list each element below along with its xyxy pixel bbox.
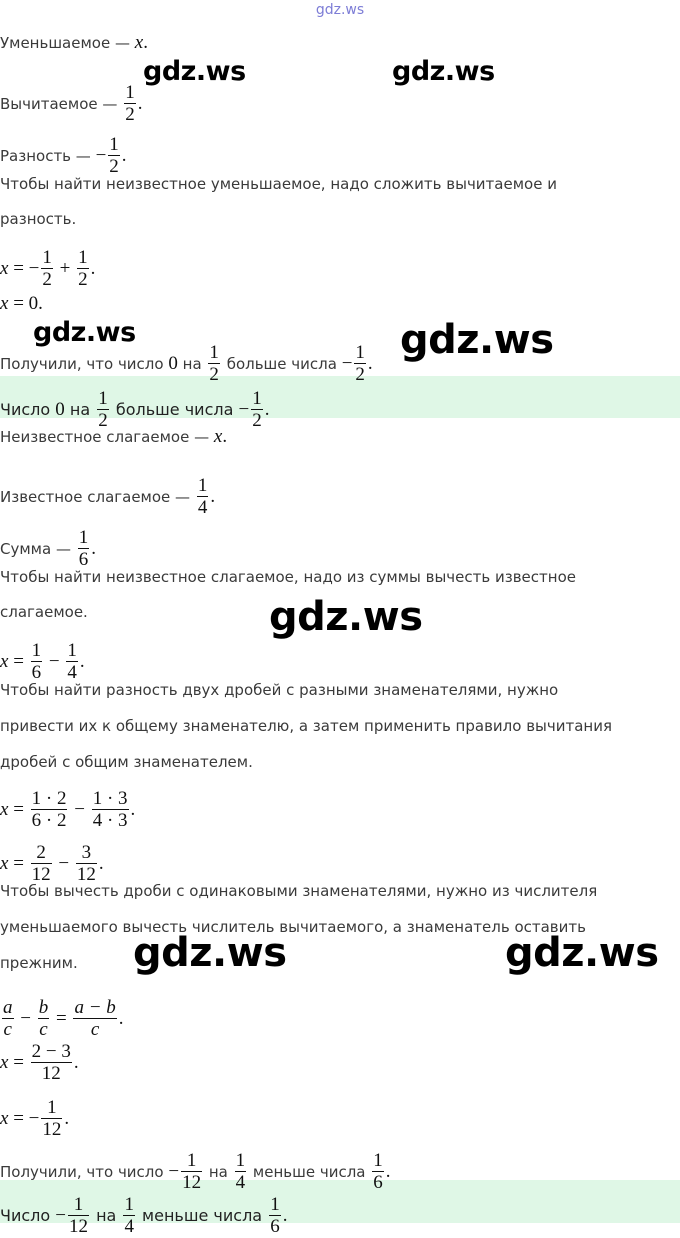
fraction: $\frac{b}{c}$ <box>38 997 49 1040</box>
fraction: $\frac{1}{12}$ <box>69 1194 88 1237</box>
fraction: $\frac{1}{4}$ <box>235 1150 246 1193</box>
sum-line: Сумма — $\frac{1}{6}$ . <box>0 527 96 570</box>
watermark: gdz.ws <box>133 930 287 976</box>
fraction: $\frac{1 \cdot 2}{6 \cdot 2}$ <box>31 788 67 831</box>
fraction: $\frac{2 - 3}{12}$ <box>31 1041 71 1084</box>
rule-text: слагаемое. <box>0 603 88 621</box>
fraction: $\frac{1}{2}$ <box>209 342 219 385</box>
fraction: $\frac{1}{12}$ <box>182 1150 202 1193</box>
watermark: gdz.ws <box>143 56 246 87</box>
known-addend-line: Известное слагаемое — $\frac{1}{4}$ . <box>0 475 216 518</box>
watermark: gdz.ws <box>269 594 423 640</box>
fraction: $\frac{1}{6}$ <box>373 1150 383 1193</box>
fraction: $\frac{1}{4}$ <box>124 1194 134 1237</box>
subtrahend-label: Вычитаемое — <box>0 95 118 113</box>
fraction: $\frac{1}{4}$ <box>197 475 208 518</box>
equation: x = $\frac{2 - 3}{12}$ . <box>0 1041 79 1084</box>
rule-text: дробей с общим знаменателем. <box>0 753 253 771</box>
rule-text: прежним. <box>0 954 78 972</box>
watermark: gdz.ws <box>33 317 136 348</box>
fraction: $\frac{1}{2}$ <box>355 342 365 385</box>
difference-label: Разность — <box>0 147 91 165</box>
minuend-label: Уменьшаемое — <box>0 34 130 52</box>
fraction: $\frac{1}{2}$ <box>252 388 262 431</box>
answer-line: Число 0 на $\frac{1}{2}$ больше числа − $\frac{1}{2}$ . <box>0 388 270 431</box>
fraction: $\frac{1}{2}$ <box>42 247 52 290</box>
equation: x = − $\frac{1}{12}$ . <box>0 1097 70 1140</box>
rule-text: Чтобы найти разность двух дробей с разными знаменателями, нужно <box>0 681 559 699</box>
fraction: $\frac{1 \cdot 3}{4 \cdot 3}$ <box>92 788 128 831</box>
rule-text: разность. <box>0 210 77 228</box>
subtrahend-line: Вычитаемое — $\frac{1}{2}$ . <box>0 82 143 125</box>
fraction: $\frac{1}{2}$ <box>125 82 135 125</box>
site-label[interactable]: gdz.ws <box>315 2 365 18</box>
unknown-addend-line: Неизвестное слагаемое — x. <box>0 426 228 447</box>
equation: x = $\frac{1}{6}$ − $\frac{1}{4}$ . <box>0 640 85 683</box>
fraction: $\frac{3}{12}$ <box>76 842 96 885</box>
watermark: gdz.ws <box>400 317 554 363</box>
difference-line: Разность — − $\frac{1}{2}$ . <box>0 134 127 177</box>
general-formula: $\frac{a}{c}$ − $\frac{b}{c}$ = $\frac{a - b}{c}$ . <box>3 997 124 1040</box>
watermark: gdz.ws <box>392 56 495 87</box>
fraction: $\frac{2}{12}$ <box>31 842 51 885</box>
fraction: $\frac{1}{12}$ <box>42 1097 62 1140</box>
answer-line: Число − $\frac{1}{12}$ на $\frac{1}{4}$ меньше числа $\frac{1}{6}$ . <box>0 1194 288 1237</box>
rule-text: уменьшаемого вычесть числитель вычитаемого, а знаменатель оставить <box>0 918 586 936</box>
result-line: Получили, что число 0 на $\frac{1}{2}$ больше числа − $\frac{1}{2}$ . <box>0 342 373 385</box>
equation: x = $\frac{1 \cdot 2}{6 \cdot 2}$ − $\frac{1 \cdot 3}{4 \cdot 3}$ . <box>0 788 136 831</box>
fraction: $\frac{1}{6}$ <box>78 527 89 570</box>
var-x: x <box>134 32 144 53</box>
fraction: $\frac{a - b}{c}$ <box>74 997 116 1040</box>
rule-text: Чтобы найти неизвестное слагаемое, надо из суммы вычесть известное <box>0 568 576 586</box>
rule-text: Чтобы найти неизвестное уменьшаемое, надо сложить вычитаемое и <box>0 175 557 193</box>
fraction: $\frac{1}{6}$ <box>270 1194 280 1237</box>
rule-text: привести их к общему знаменателю, а затем применить правило вычитания <box>0 717 612 735</box>
fraction: $\frac{1}{2}$ <box>98 388 108 431</box>
rule-text: Чтобы вычесть дроби с одинаковыми знаменателями, нужно из числителя <box>0 882 598 900</box>
watermark: gdz.ws <box>505 930 659 976</box>
result-line: Получили, что число − $\frac{1}{12}$ на $\frac{1}{4}$ меньше числа $\frac{1}{6}$ . <box>0 1150 391 1193</box>
fraction: $\frac{a}{c}$ <box>3 997 13 1040</box>
equation: x = $\frac{2}{12}$ − $\frac{3}{12}$ . <box>0 842 104 885</box>
fraction: $\frac{1}{6}$ <box>31 640 42 683</box>
equation: x = 0. <box>0 293 43 314</box>
fraction: $\frac{1}{4}$ <box>67 640 77 683</box>
equation: x = − $\frac{1}{2}$ + $\frac{1}{2}$ . <box>0 247 96 290</box>
minuend-line: Уменьшаемое — x. <box>0 32 148 53</box>
fraction: $\frac{1}{2}$ <box>109 134 119 177</box>
fraction: $\frac{1}{2}$ <box>78 247 88 290</box>
